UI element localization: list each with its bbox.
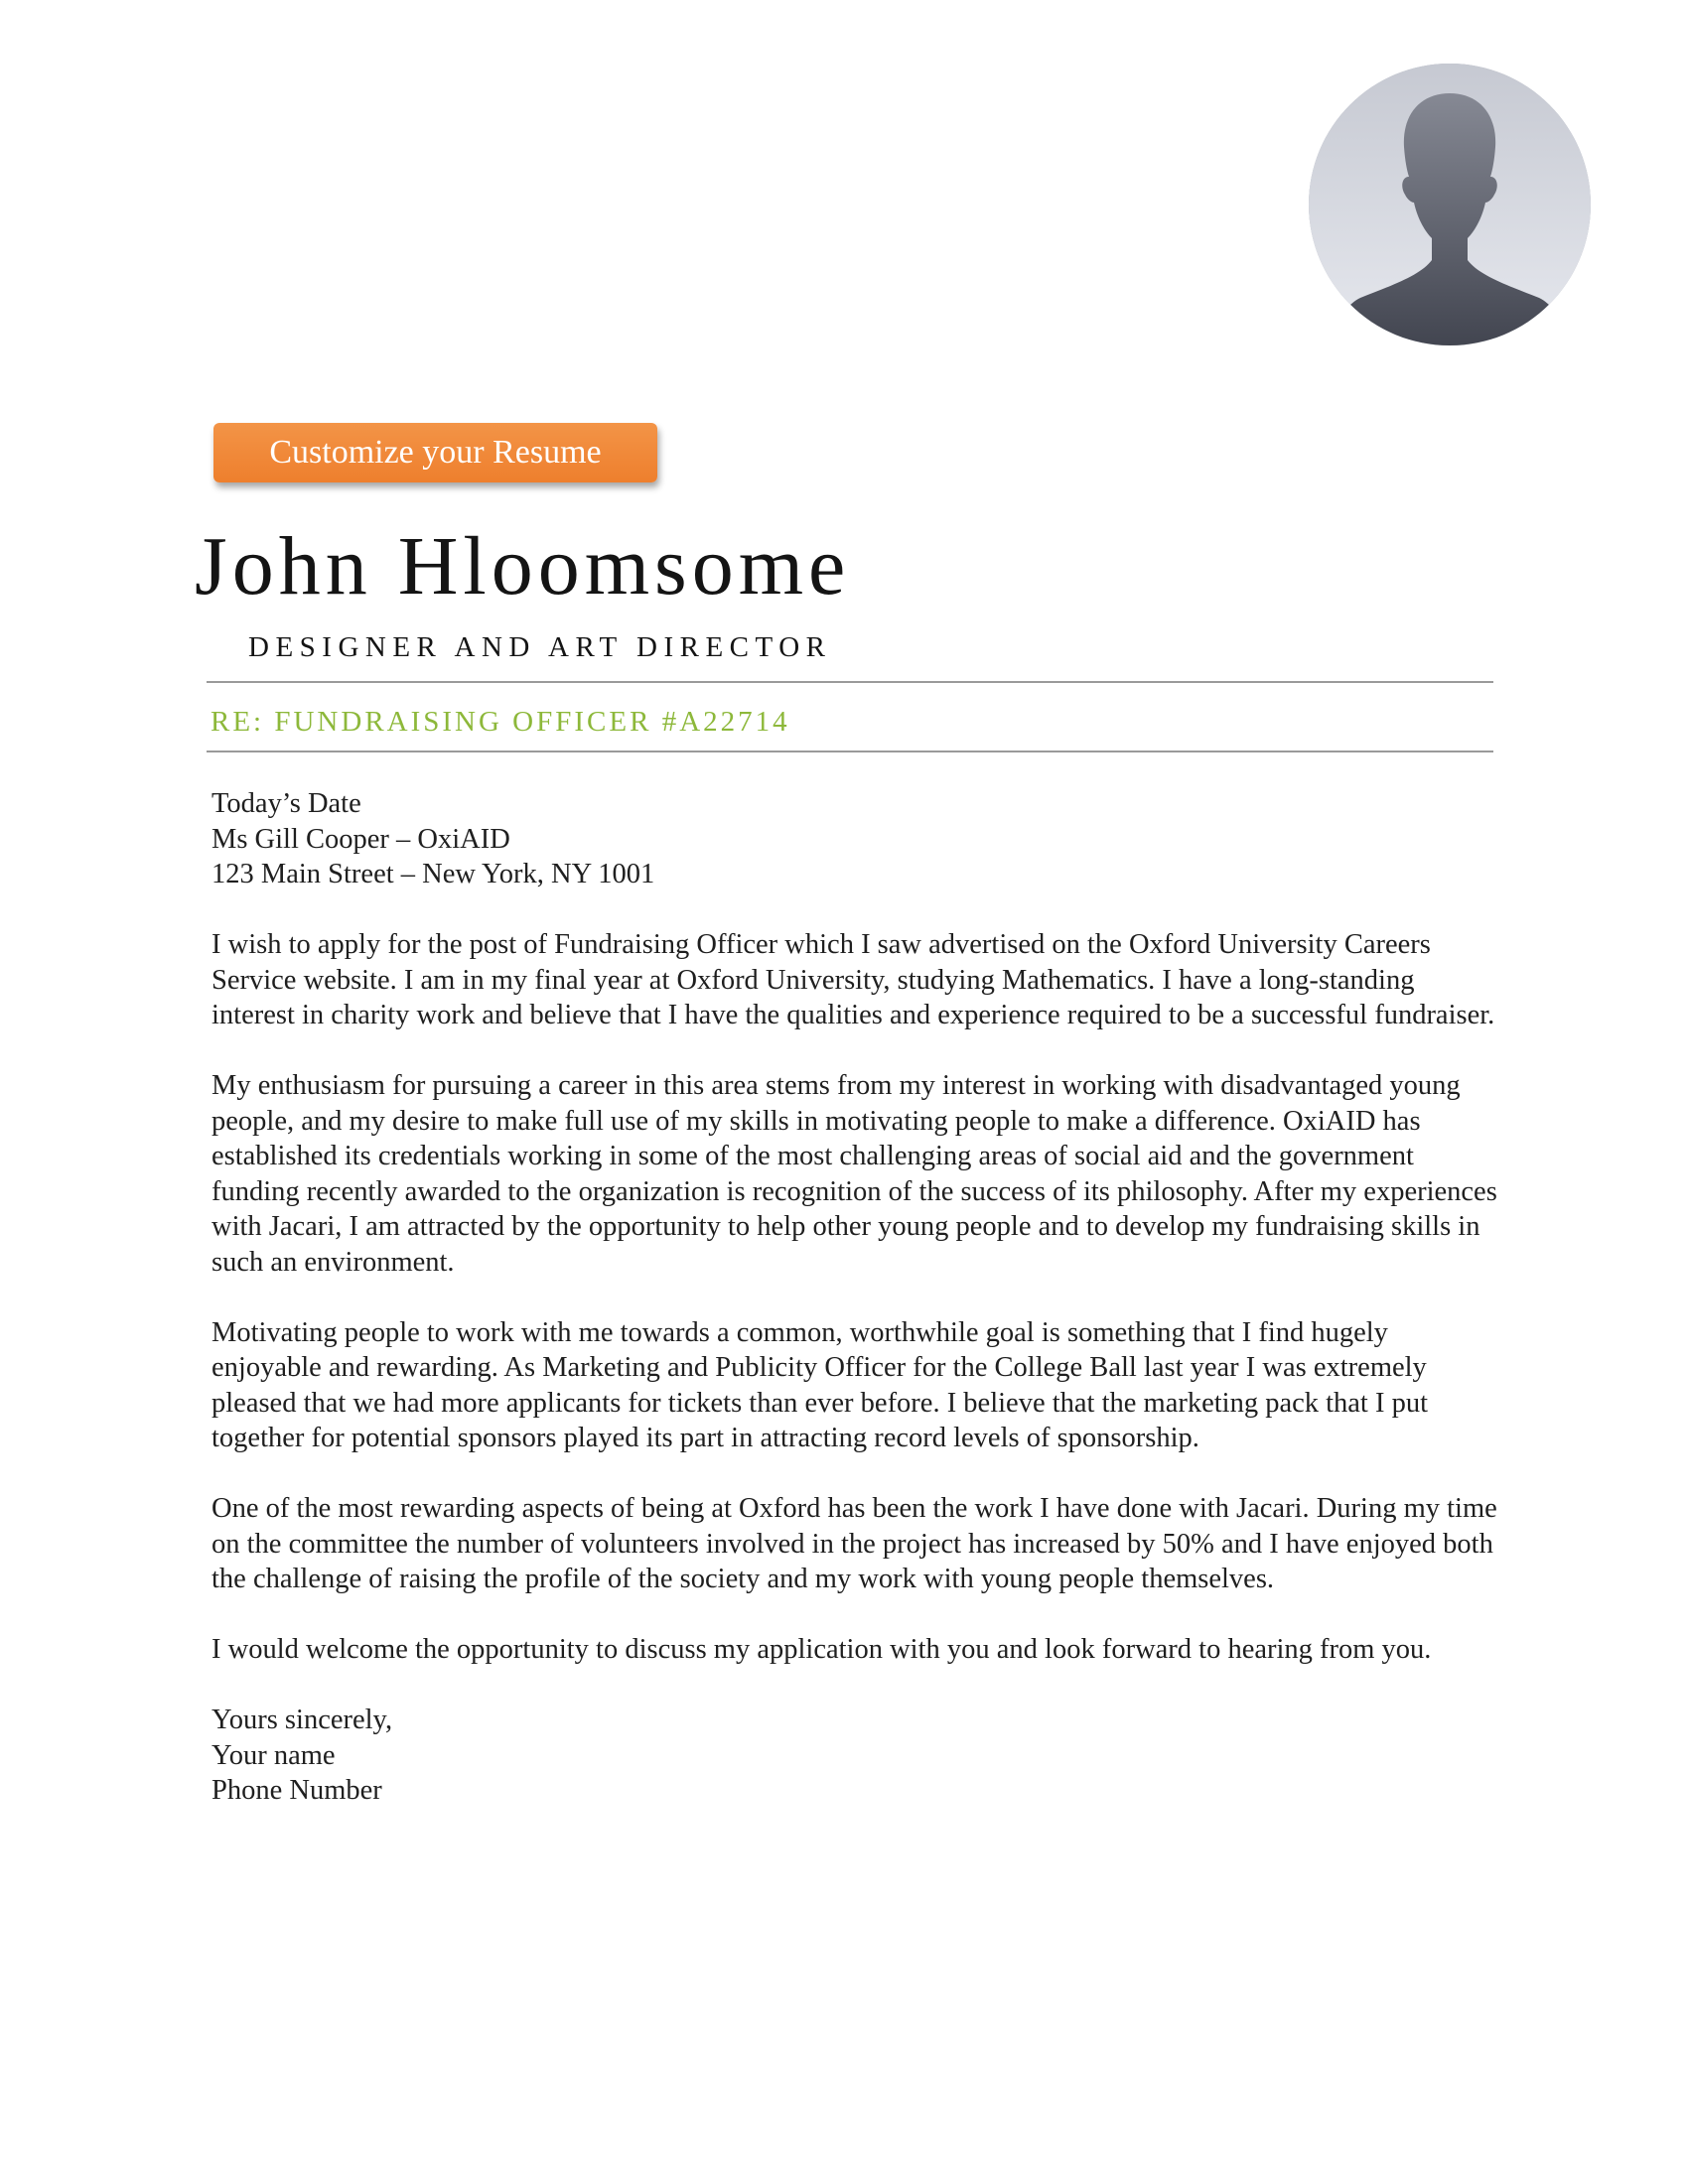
paragraph: My enthusiasm for pursuing a career in this area stems from my interest in working with disadvantaged young people, and my desire to make full use of my skills in motivating people to make a difference. OxiAID has established its credentials working in some of the most challenging areas of social aid and the government funding recently awarded to the organization is recognition of the success of its philosophy. After my experiences with Jacari, I am attracted by the opportunity to help other young people and to develop my fundraising skills in such an environment. [211, 1070, 1497, 1278]
applicant-name: John Hloomsome [195, 520, 851, 613]
letter-body [211, 786, 1502, 1843]
closing-name: Your name [211, 1739, 336, 1771]
letter-date: Today’s Date [211, 788, 361, 819]
closing-phone: Phone Number [211, 1775, 382, 1806]
divider-bottom [207, 751, 1493, 752]
paragraph: One of the most rewarding aspects of being at Oxford has been the work I have done with Jacari. During my time on the committee the number of volunteers involved in the project has increased by 50% and I have enjoyed both the challenge of raising the profile of the society and my work with young people themselves. [211, 1493, 1497, 1594]
divider-top [207, 681, 1493, 683]
recipient-name: Ms Gill Cooper – OxiAID [211, 823, 510, 855]
reference-line: RE: FUNDRAISING OFFICER #A22714 [211, 706, 790, 738]
recipient-address: 123 Main Street – New York, NY 1001 [211, 859, 655, 889]
paragraph: I would welcome the opportunity to discuss my application with you and look forward to hearing from you. [211, 1634, 1432, 1665]
profile-photo-placeholder [1309, 64, 1591, 345]
customize-resume-button[interactable]: Customize your Resume [213, 423, 657, 482]
paragraph: I wish to apply for the post of Fundraising Officer which I saw advertised on the Oxford University Careers Service website. I am in my final year at Oxford University, studying Mathematics. I have a long-standing interest in charity work and believe that I have the qualities and experience required to be a successful fundraiser. [211, 929, 1495, 1030]
applicant-title: DESIGNER AND ART DIRECTOR [248, 631, 832, 663]
address-block [211, 786, 1502, 892]
closing-salutation: Yours sincerely, [211, 1705, 393, 1735]
closing-block [211, 1703, 1502, 1809]
person-silhouette-icon [1309, 64, 1591, 345]
paragraph: Motivating people to work with me towards a common, worthwhile goal is something that I find hugely enjoyable and rewarding. As Marketing and Publicity Officer for the College Ball last year I was extremely pleased that we had more applicants for tickets than ever before. I believe that the marketing pack that I put together for potential sponsors played its part in attracting record levels of sponsorship. [211, 1316, 1429, 1453]
